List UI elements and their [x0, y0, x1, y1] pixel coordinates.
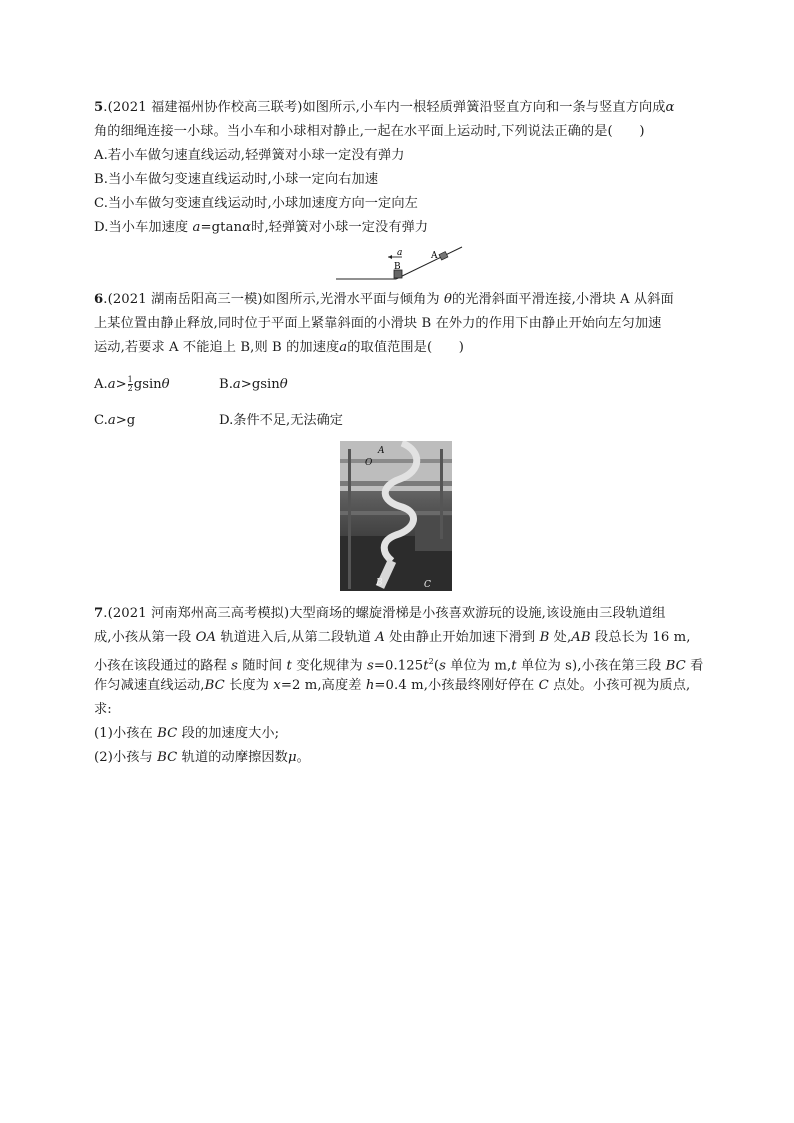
q7-line-5: 求:	[94, 702, 112, 717]
q6-option-d: D.条件不足,无法确定	[219, 413, 343, 428]
q6-option-b: B.a>gsinθ	[219, 377, 288, 392]
q6-option-a: A.a> $\frac{1}{2}$ gsinθ	[94, 375, 170, 393]
q6-line-3: 运动,若要求 A 不能追上 B,则 B 的加速度a的取值范围是( )	[94, 340, 465, 355]
q7-line-1: 7.(2021 河南郑州高三高考模拟)大型商场的螺旋滑梯是小孩喜欢游玩的设施,该设施由三段轨道组	[94, 606, 666, 621]
q6-line-1: 6.(2021 湖南岳阳高三一模)如图所示,光滑水平面与倾角为 θ的光滑斜面平滑连接,小滑块 A 从斜面	[94, 292, 674, 307]
q5-line-1: 5.(2021 福建福州协作校高三联考)如图所示,小车内一根轻质弹簧沿竖直方向和一条与竖直方向成α	[94, 100, 675, 115]
q7-sub-1: (1)小孩在 BC 段的加速度大小;	[94, 726, 280, 741]
q5-option-a: A.若小车做匀速直线运动,轻弹簧对小球一定没有弹力	[94, 148, 405, 163]
q5-option-c: C.当小车做匀变速直线运动时,小球加速度方向一定向左	[94, 196, 418, 211]
fraction-one-half: $\frac{1}{2}$	[127, 375, 133, 393]
label-A: A	[431, 251, 438, 261]
label-b: B	[394, 262, 401, 272]
q5-option-d: D.当小车加速度 a=gtanα时,轻弹簧对小球一定没有弹力	[94, 220, 429, 235]
q7-line-4: 作匀减速直线运动,BC 长度为 x=2 m,高度差 h=0.4 m,小孩最终刚好停在 C 点处。小孩可视为质点,	[94, 678, 691, 693]
alpha-symbol: α	[665, 100, 675, 115]
q7-line-3: 小孩在该段通过的路程 s 随时间 t 变化规律为 $s=0.125t^2(s$ 单位为 m,t 单位为 s),小孩在第三段 BC 看	[94, 657, 704, 674]
q5-line-2: 角的细绳连接一小球。当小车和小球相对静止,一起在水平面上运动时,下列说法正确的是( )	[94, 124, 645, 139]
label-A: A	[378, 446, 385, 456]
q5-number: 5	[94, 100, 104, 115]
q6-line-2: 上某位置由静止释放,同时位于平面上紧靠斜面的小滑块 B 在外力的作用下由静止开始向左匀加速	[94, 316, 662, 331]
q7-sub-2: (2)小孩与 BC 轨道的动摩擦因数μ。	[94, 750, 310, 765]
q6-option-c: C.a>g	[94, 413, 136, 428]
block-a-shape	[439, 252, 448, 260]
label-O: O	[365, 458, 373, 468]
q7-number: 7	[94, 606, 104, 621]
q6-number: 6	[94, 292, 104, 307]
label-C: C	[424, 580, 431, 590]
q5-option-b: B.当小车做匀变速直线运动时,小球一定向右加速	[94, 172, 379, 187]
label-B: B	[376, 578, 383, 588]
q7-line-2: 成,小孩从第一段 OA 轨道进入后,从第二段轨道 A 处由静止开始加速下滑到 B 处,AB 段总长为 16 m,	[94, 630, 691, 645]
spiral-slide-photo	[340, 441, 452, 591]
slope-diagram	[336, 243, 464, 281]
label-a: a	[397, 248, 403, 258]
